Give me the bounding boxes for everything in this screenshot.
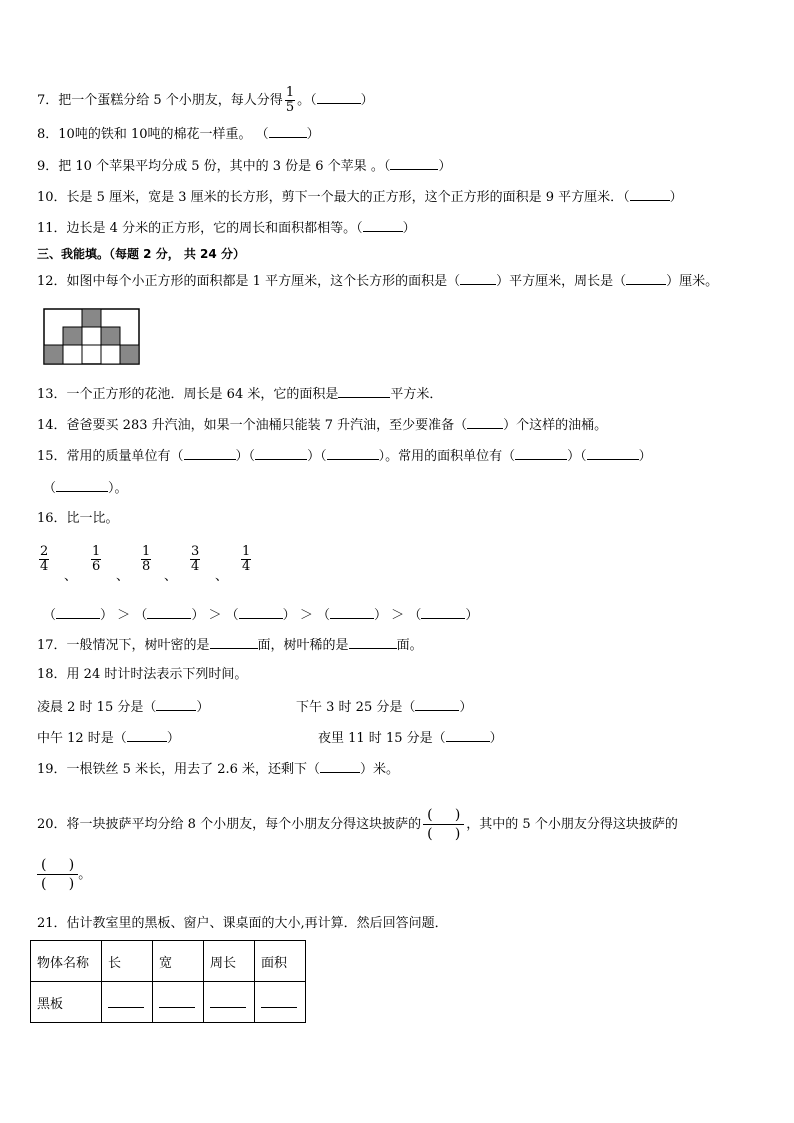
answer-blank[interactable] xyxy=(56,606,100,619)
answer-blank[interactable] xyxy=(446,729,490,742)
fraction: $\frac{3}{4}$ xyxy=(191,544,200,574)
question-19: 19．一根铁丝 5 米长，用去了 2.6 米，还剩下（ ）米。 xyxy=(37,762,400,777)
answer-blank[interactable] xyxy=(269,125,307,138)
table-cell[interactable] xyxy=(255,982,306,1023)
question-14: 14．爸爸要买 283 升汽油，如果一个油桶只能装 7 升汽油，至少要准备（ ）个这样的油桶。 xyxy=(37,418,608,433)
answer-blank[interactable] xyxy=(210,636,258,649)
answer-blank[interactable] xyxy=(338,385,390,398)
answer-blank[interactable] xyxy=(467,416,503,429)
fraction: $\frac{1}{8}$ xyxy=(142,544,151,574)
table-header: 宽 xyxy=(153,941,204,982)
answer-blank[interactable] xyxy=(327,447,379,460)
answer-blank[interactable] xyxy=(421,606,465,619)
answer-blank[interactable] xyxy=(515,447,567,460)
answer-blank[interactable] xyxy=(56,479,108,492)
answer-blank[interactable] xyxy=(363,219,403,232)
question-20-line2: $\frac{( )}{( )}$ 。 xyxy=(37,856,91,893)
answer-blank[interactable] xyxy=(261,993,297,1008)
answer-blank[interactable] xyxy=(156,698,196,711)
answer-blank[interactable] xyxy=(587,447,639,460)
fraction-blank[interactable]: $\frac{( )}{( )}$ xyxy=(37,856,78,893)
table-header: 长 xyxy=(102,941,153,982)
table-cell[interactable] xyxy=(153,982,204,1023)
fraction: $\frac{2}{4}$ xyxy=(40,544,49,574)
fraction: $\frac{1}{6}$ xyxy=(92,544,101,574)
fraction-one-fifth: $\frac{1}{5}$ xyxy=(285,85,295,115)
table-header: 面积 xyxy=(255,941,306,982)
answer-blank[interactable] xyxy=(255,447,307,460)
time-item: 凌晨 2 时 15 分是（ ） xyxy=(37,700,210,715)
answer-blank[interactable] xyxy=(349,636,397,649)
question-12: 12．如图中每个小正方形的面积都是 1 平方厘米，这个长方形的面积是（ ）平方厘米，周长是（ ）厘米。 xyxy=(37,274,719,289)
answer-blank[interactable] xyxy=(108,993,144,1008)
time-item: 夜里 11 时 15 分是（ ） xyxy=(318,731,503,746)
table-header: 周长 xyxy=(204,941,255,982)
answer-blank[interactable] xyxy=(330,606,374,619)
question-20: 20．将一块披萨平均分给 8 个小朋友，每个小朋友分得这块披萨的 $\frac{( )}{( )}$ ，其中的 5 个小朋友分得这块披萨的 xyxy=(37,807,678,842)
question-8: 8．10吨的铁和 10吨的棉花一样重。 （ ） xyxy=(37,127,320,142)
table-cell: 黑板 xyxy=(31,982,102,1023)
comparison-row: （ ） ＞ （ ） ＞ （ ） ＞ （ ） ＞ （ ） xyxy=(43,608,479,623)
question-11: 11．边长是 4 分米的正方形，它的周长和面积都相等。（ ） xyxy=(37,221,416,236)
answer-blank[interactable] xyxy=(239,606,283,619)
answer-blank[interactable] xyxy=(415,698,459,711)
answer-blank[interactable] xyxy=(147,606,191,619)
grid-figure xyxy=(43,308,141,366)
answer-blank[interactable] xyxy=(317,91,361,104)
estimate-table xyxy=(30,940,306,1023)
question-18-title: 18．用 24 时计时法表示下列时间。 xyxy=(37,667,248,682)
answer-blank[interactable] xyxy=(210,993,246,1008)
table-row xyxy=(31,982,306,1023)
time-item: 中午 12 时是（ ） xyxy=(37,731,180,746)
answer-blank[interactable] xyxy=(159,993,195,1008)
answer-blank[interactable] xyxy=(390,157,438,170)
fraction: $\frac{1}{4}$ xyxy=(242,544,251,574)
fraction-row: $\frac{2}{4}$ 、 $\frac{1}{6}$ 、 $\frac{1}{8}$ 、 $\frac{3}{4}$ 、 $\frac{1}{4}$ xyxy=(40,544,251,584)
question-16-title: 16．比一比。 xyxy=(37,511,119,526)
table-cell[interactable] xyxy=(102,982,153,1023)
time-item: 下午 3 时 25 分是（ ） xyxy=(296,700,473,715)
answer-blank[interactable] xyxy=(320,760,360,773)
answer-blank[interactable] xyxy=(184,447,236,460)
table-cell[interactable] xyxy=(204,982,255,1023)
question-15: 15．常用的质量单位有（ ）（ ）（ ）。常用的面积单位有（ ）（ ） xyxy=(37,449,652,464)
question-15-line2: （ ）。 xyxy=(43,481,128,496)
table-header: 物体名称 xyxy=(31,941,102,982)
question-9: 9．把 10 个苹果平均分成 5 份，其中的 3 份是 6 个苹果 。（ ） xyxy=(37,159,452,174)
table-header-row xyxy=(31,941,306,982)
answer-blank[interactable] xyxy=(460,272,496,285)
answer-blank[interactable] xyxy=(626,272,666,285)
question-7: 7．把一个蛋糕分给 5 个小朋友，每人分得 $\frac{1}{5}$ 。（ ） xyxy=(37,85,374,115)
section-heading: 三、我能填。（每题 2 分， 共 24 分） xyxy=(37,247,245,261)
fraction-blank[interactable]: $\frac{( )}{( )}$ xyxy=(423,806,464,843)
question-13: 13．一个正方形的花池．周长是 64 米，它的面积是 平方米． xyxy=(37,387,443,402)
answer-blank[interactable] xyxy=(630,188,670,201)
question-21: 21．估计教室里的黑板、窗户、课桌面的大小,再计算．然后回答问题． xyxy=(37,916,448,931)
question-17: 17．一般情况下，树叶密的是 面，树叶稀的是 面。 xyxy=(37,638,423,653)
answer-blank[interactable] xyxy=(127,729,167,742)
question-10: 10．长是 5 厘米，宽是 3 厘米的长方形，剪下一个最大的正方形，这个正方形的面积是 9 平方厘米．（ ） xyxy=(37,190,683,205)
